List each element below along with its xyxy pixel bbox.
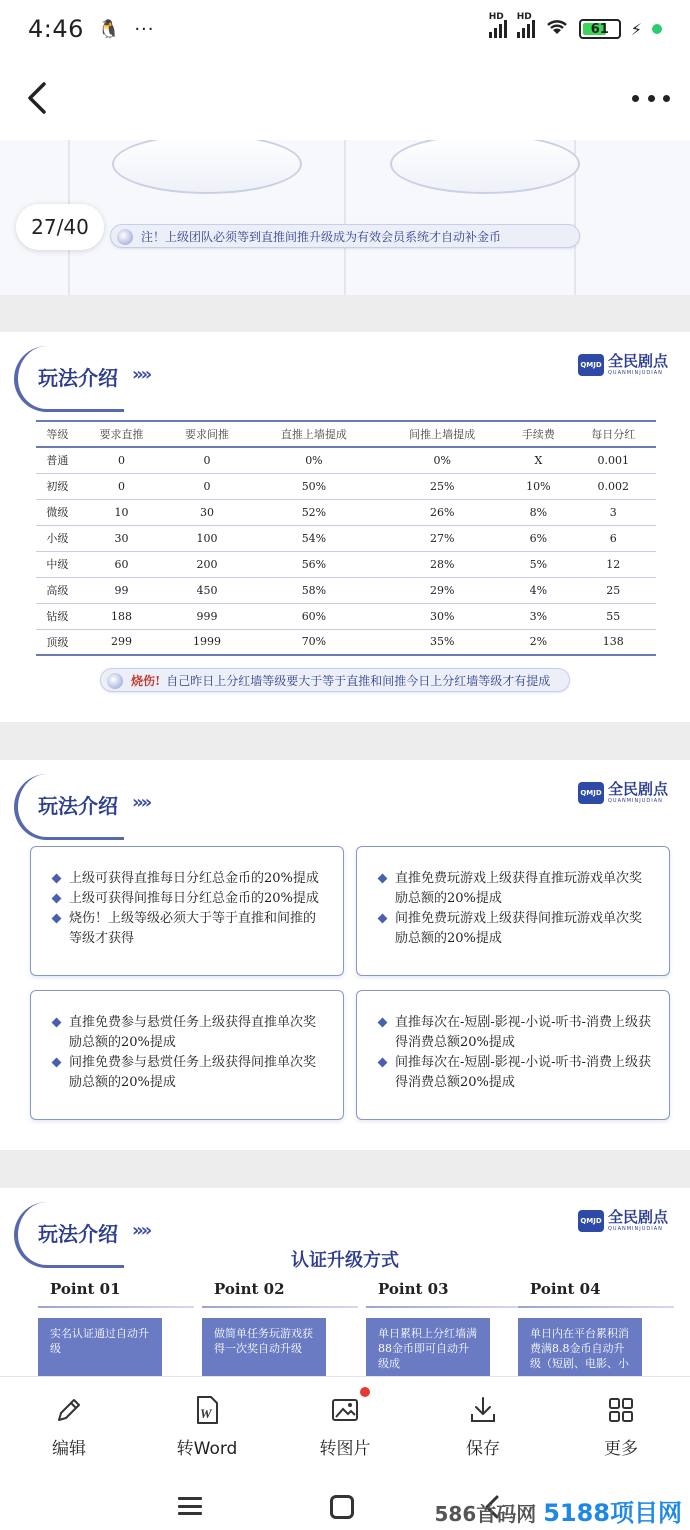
table-cell: 100 [164, 525, 250, 551]
table-cell: 0 [164, 473, 250, 499]
table-cell: 0% [250, 447, 378, 473]
word-doc-icon [191, 1394, 223, 1426]
note-text: 注！上级团队必须等到直推间推升级成为有效会员系统才自动补金币 [141, 229, 502, 244]
table-cell: 35% [378, 629, 506, 655]
brand-mark: QMJD [578, 354, 604, 376]
point-block [202, 1280, 342, 1377]
table-cell: 6 [570, 525, 656, 551]
table-cell: X [506, 447, 570, 473]
slide-29-certification [0, 1188, 690, 1377]
watermark-left: 586首码网 [434, 1502, 537, 1526]
new-badge-dot [360, 1387, 370, 1397]
cert-subtitle: 认证升级方式 [291, 1250, 399, 1271]
decorative-bowl [112, 140, 302, 194]
warning-label: 烧伤! [131, 673, 161, 688]
page-indicator: 27/40 [16, 204, 104, 250]
watermark [434, 1493, 682, 1528]
table-cell: 50% [250, 473, 378, 499]
table-cell: 6% [506, 525, 570, 551]
table-header-cell: 手续费 [506, 421, 570, 447]
point-label: Point 03 [378, 1280, 449, 1298]
table-cell: 52% [250, 499, 378, 525]
download-icon [467, 1394, 499, 1426]
table-cell: 25 [570, 577, 656, 603]
point-text: 单日内在平台累积消费满8.8金币自动升级（短剧、电影、小 [518, 1318, 642, 1377]
brand-name: 全民剧点 [607, 352, 668, 370]
table-cell: 12 [570, 551, 656, 577]
document-viewer[interactable] [0, 140, 690, 1377]
table-cell: 小级 [36, 525, 79, 551]
rule-item: 间推免费玩游戏上级获得间推玩游戏单次奖励总额的20%提成 [379, 909, 651, 949]
brand-name: 全民剧点 [607, 1208, 668, 1226]
note-pill [110, 224, 580, 248]
rule-item: 直推免费玩游戏上级获得直推玩游戏单次奖励总额的20%提成 [379, 869, 651, 909]
decorative-bowl [390, 140, 580, 194]
table-cell: 26% [378, 499, 506, 525]
brand-sub: QUANMINJUDIAN [607, 370, 663, 376]
table-row [36, 603, 656, 629]
privacy-dot-icon [652, 24, 662, 34]
recents-button[interactable] [178, 1497, 202, 1515]
point-block [38, 1280, 178, 1377]
brand-logo [578, 782, 668, 804]
table-row [36, 551, 656, 577]
table-header-cell: 等级 [36, 421, 79, 447]
table-header-cell: 直推上墙提成 [250, 421, 378, 447]
table-cell: 初级 [36, 473, 79, 499]
table-cell: 55 [570, 603, 656, 629]
section-title: 玩法介绍 [38, 366, 118, 390]
more-options-button[interactable] [632, 84, 670, 112]
point-block [518, 1280, 658, 1377]
table-cell: 10 [79, 499, 165, 525]
brand-mark: QMJD [578, 782, 604, 804]
point-label: Point 04 [530, 1280, 601, 1298]
section-title: 玩法介绍 [38, 794, 118, 818]
rule-card [356, 846, 670, 976]
table-cell: 4% [506, 577, 570, 603]
charging-icon: ⚡ [630, 19, 642, 39]
slide-26 [0, 140, 690, 295]
brand-mark: QMJD [578, 1210, 604, 1232]
section-title: 玩法介绍 [38, 1222, 118, 1246]
divider [344, 140, 346, 295]
overflow-dots-icon: ··· [134, 18, 155, 40]
table-cell: 0 [79, 473, 165, 499]
table-header-cell: 间推上墙提成 [378, 421, 506, 447]
double-chevron-icon: »» [132, 364, 150, 385]
table-row [36, 525, 656, 551]
table-cell: 29% [378, 577, 506, 603]
status-bar [0, 0, 690, 58]
watermark-right: 5188项目网 [543, 1499, 682, 1527]
table-header-cell: 每日分红 [570, 421, 656, 447]
chevron-left-icon [18, 78, 58, 118]
clock: 4:46 [28, 15, 84, 43]
table-cell: 0 [79, 447, 165, 473]
rule-item: 上级可获得间推每日分红总金币的20%提成 [53, 889, 325, 909]
system-nav-bar [0, 1475, 690, 1530]
double-chevron-icon: »» [132, 792, 150, 813]
point-label: Point 01 [50, 1280, 121, 1298]
table-cell: 顶级 [36, 629, 79, 655]
bullet-icon [117, 229, 133, 245]
table-cell: 200 [164, 551, 250, 577]
table-cell: 0.002 [570, 473, 656, 499]
table-cell: 0% [378, 447, 506, 473]
image-icon [329, 1394, 361, 1426]
to-image-button[interactable] [276, 1377, 414, 1475]
save-button[interactable] [414, 1377, 552, 1475]
table-cell: 70% [250, 629, 378, 655]
table-cell: 普通 [36, 447, 79, 473]
edit-label: 编辑 [52, 1438, 86, 1459]
table-cell: 高级 [36, 577, 79, 603]
section-header [14, 774, 214, 840]
table-cell: 3% [506, 603, 570, 629]
table-cell: 10% [506, 473, 570, 499]
point-text: 实名认证通过自动升级 [38, 1318, 162, 1377]
table-cell: 54% [250, 525, 378, 551]
table-cell: 58% [250, 577, 378, 603]
slide-27-level-table [0, 332, 690, 722]
rule-card [30, 846, 344, 976]
table-cell: 中级 [36, 551, 79, 577]
section-header [14, 346, 214, 412]
table-row [36, 447, 656, 473]
edit-button[interactable] [0, 1377, 138, 1475]
table-cell: 27% [378, 525, 506, 551]
table-cell: 999 [164, 603, 250, 629]
slide-28-rules [0, 760, 690, 1150]
table-cell: 30 [79, 525, 165, 551]
rule-card [30, 990, 344, 1120]
table-row [36, 629, 656, 655]
battery-level: 61 [590, 21, 609, 37]
rule-item: 上级可获得直推每日分红总金币的20%提成 [53, 869, 325, 889]
table-cell: 188 [79, 603, 165, 629]
table-cell: 30% [378, 603, 506, 629]
note-text: 自己昨日上分红墙等级要大于等于直推和间推今日上分红墙等级才有提成 [166, 673, 551, 688]
table-cell: 60% [250, 603, 378, 629]
brand-logo [578, 354, 668, 376]
table-cell: 微级 [36, 499, 79, 525]
battery-icon [579, 19, 621, 39]
table-cell: 0.001 [570, 447, 656, 473]
table-cell: 8% [506, 499, 570, 525]
table-cell: 1999 [164, 629, 250, 655]
home-button[interactable] [330, 1495, 354, 1519]
table-header-cell: 要求间推 [164, 421, 250, 447]
double-chevron-icon: »» [132, 1220, 150, 1241]
to-word-button[interactable] [138, 1377, 276, 1475]
save-label: 保存 [466, 1438, 500, 1459]
table-cell: 5% [506, 551, 570, 577]
signal-icon: HD [489, 20, 507, 38]
table-cell: 56% [250, 551, 378, 577]
table-row [36, 499, 656, 525]
pencil-icon [53, 1394, 85, 1426]
rule-card [356, 990, 670, 1120]
table-cell: 30 [164, 499, 250, 525]
grid-icon [605, 1394, 637, 1426]
table-cell: 3 [570, 499, 656, 525]
table-row [36, 473, 656, 499]
rule-item: 间推每次在-短剧-影视-小说-听书-消费上级获得消费总额20%提成 [379, 1053, 651, 1093]
svg-text:W: W [200, 1405, 212, 1421]
to-image-label: 转图片 [319, 1438, 371, 1459]
table-cell: 25% [378, 473, 506, 499]
point-text: 做简单任务玩游戏获得一次奖自动升级 [202, 1318, 326, 1377]
rule-item: 直推每次在-短剧-影视-小说-听书-消费上级获得消费总额20%提成 [379, 1013, 651, 1053]
brand-name: 全民剧点 [607, 780, 668, 798]
burn-note-pill [100, 668, 570, 692]
rule-item: 烧伤！上级等级必须大于等于直推和间推的等级才获得 [53, 909, 325, 949]
more-button[interactable] [552, 1377, 690, 1475]
point-text: 单日累积上分红墙满88金币即可自动升级成 [366, 1318, 490, 1377]
table-cell: 2% [506, 629, 570, 655]
bullet-icon [107, 673, 123, 689]
brand-logo [578, 1210, 668, 1232]
table-cell: 299 [79, 629, 165, 655]
wifi-icon [545, 18, 569, 41]
rule-item: 直推免费参与悬赏任务上级获得直推单次奖励总额的20%提成 [53, 1013, 325, 1053]
table-cell: 138 [570, 629, 656, 655]
top-app-bar [0, 58, 690, 140]
point-block [366, 1280, 506, 1377]
signal-icon-2: HD [517, 20, 535, 38]
back-button[interactable] [18, 78, 58, 118]
table-cell: 450 [164, 577, 250, 603]
to-word-label: 转Word [176, 1438, 238, 1459]
rule-item: 间推免费参与悬赏任务上级获得间推单次奖励总额的20%提成 [53, 1053, 325, 1093]
table-cell: 钻级 [36, 603, 79, 629]
level-table [36, 420, 656, 656]
table-row [36, 577, 656, 603]
table-cell: 99 [79, 577, 165, 603]
table-cell: 60 [79, 551, 165, 577]
table-cell: 28% [378, 551, 506, 577]
brand-sub: QUANMINJUDIAN [607, 798, 663, 804]
point-label: Point 02 [214, 1280, 285, 1298]
table-header-cell: 要求直推 [79, 421, 165, 447]
qq-icon: 🐧 [97, 18, 121, 40]
more-label: 更多 [604, 1438, 638, 1459]
table-cell: 0 [164, 447, 250, 473]
brand-sub: QUANMINJUDIAN [607, 1226, 663, 1232]
bottom-toolbar [0, 1377, 690, 1475]
